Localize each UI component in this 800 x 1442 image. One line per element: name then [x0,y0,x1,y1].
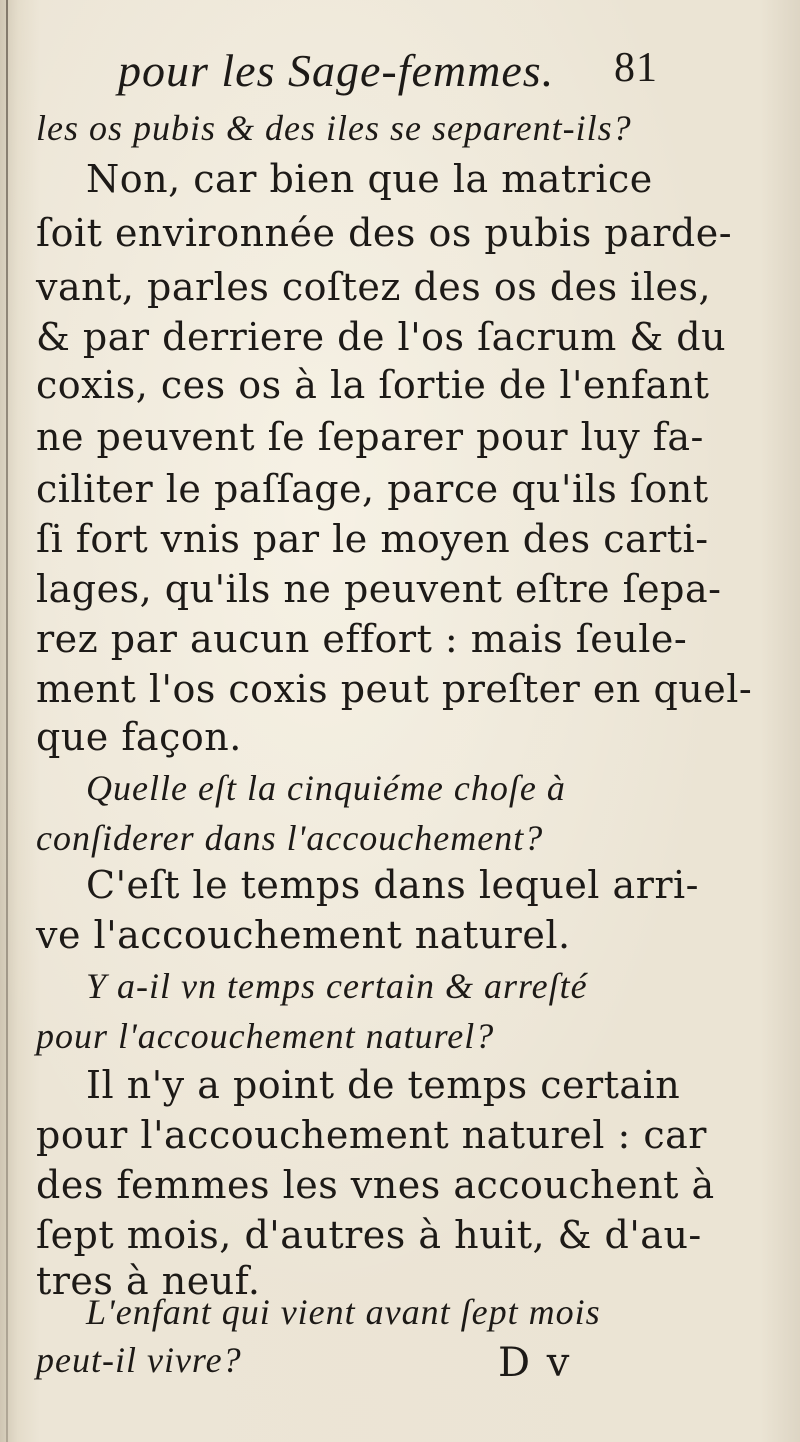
question-line: Quelle eſt la cinquiéme choſe à [86,768,566,808]
text-line: coxis, ces os à la ſortie de l'enfant [36,363,710,407]
running-title: pour les Sage-femmes. [118,45,555,96]
text-line: tres à neuf. [36,1259,261,1303]
text-line: pour l'accouchement naturel : car [36,1113,707,1157]
text-line: ment l'os coxis peut preſter en quel- [36,667,753,711]
page-header [118,44,658,104]
text-line: vant, parles coſtez des os des iles, [36,265,712,309]
text-line: des femmes les vnes accouchent à [36,1163,715,1207]
question-line: Y a-il vn temps certain & arreſté [86,966,588,1006]
question-line: peut-il vivre? [36,1340,242,1380]
question-line: L'enfant qui vient avant ſept mois [86,1292,601,1332]
text-line: ſept mois, d'autres à huit, & d'au- [36,1213,702,1257]
text-line: Non, car bien que la matrice [86,157,653,201]
gutter-edge [6,0,8,1442]
text-line: C'eſt le temps dans lequel arri- [86,863,700,907]
text-line: ſi fort vnis par le moyen des carti- [36,517,709,561]
text-line: rez par aucun effort : mais ſeule- [36,617,688,661]
text-line: que façon. [36,715,242,759]
text-line: ve l'accouchement naturel. [36,913,571,957]
text-line: Il n'y a point de temps certain [86,1063,681,1107]
question-line: pour l'accouchement naturel? [36,1016,495,1056]
question-line: les os pubis & des iles se separent-ils? [36,108,632,148]
text-line: ne peuvent ſe ſeparer pour luy fa- [36,415,704,459]
text-line: lages, qu'ils ne peuvent eſtre ſepa- [36,567,722,611]
text-line: ciliter le paſſage, parce qu'ils ſont [36,467,709,511]
text-line: ſoit environnée des os pubis parde- [36,211,733,255]
catchword: D v [498,1340,572,1386]
text-line: & par derriere de l'os ſacrum & du [36,315,727,359]
page-number: 81 [614,45,658,91]
question-line: conſiderer dans l'accouchement? [36,818,544,858]
